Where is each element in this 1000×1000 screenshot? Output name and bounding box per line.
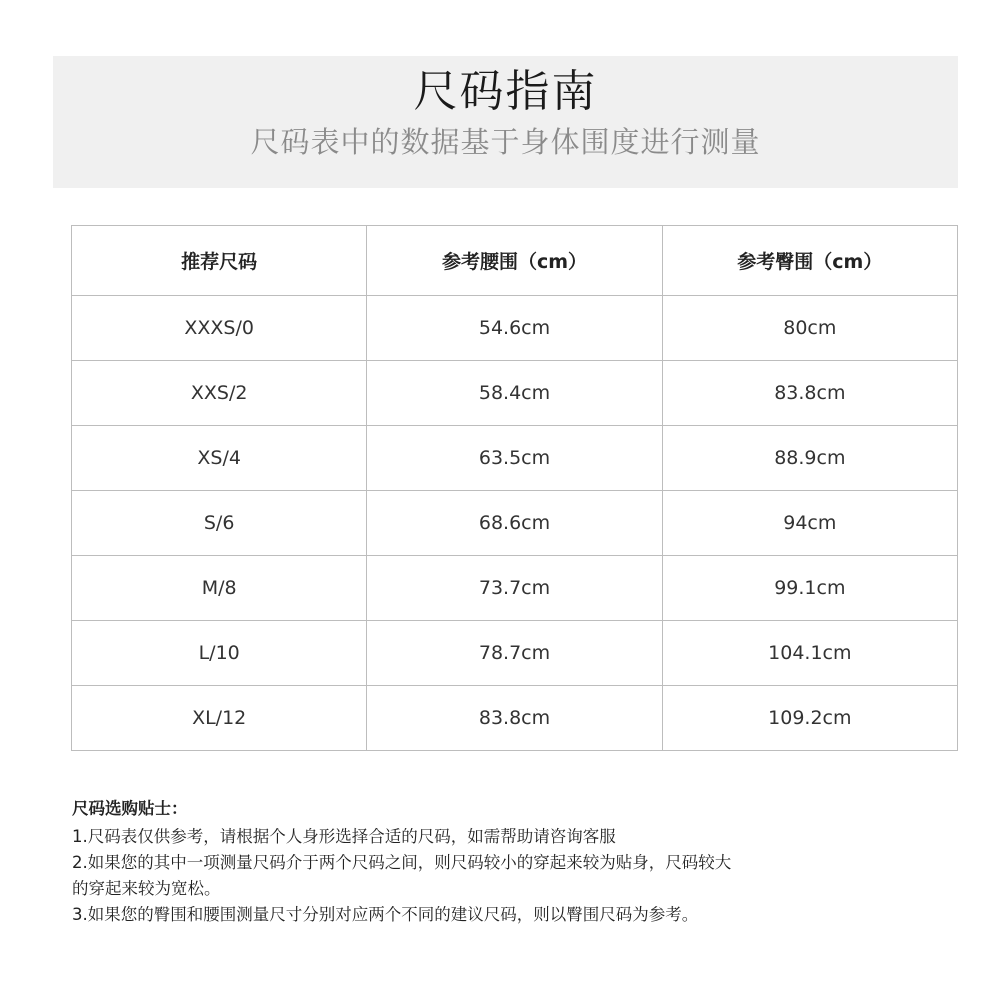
column-header-size: 推荐尺码 (72, 226, 367, 296)
size-table (71, 225, 958, 751)
page-subtitle: 尺码表中的数据基于身体围度进行测量 (250, 125, 761, 159)
tips-title: 尺码选购贴士： (72, 799, 188, 818)
size-cell: XL/12 (72, 686, 367, 751)
size-cell: XS/4 (72, 426, 367, 491)
tip-line: 1.尺码表仅供参考，请根据个人身形选择合适的尺码，如需帮助请咨询客服 (72, 827, 616, 846)
size-cell: L/10 (72, 621, 367, 686)
waist-cell: 83.8cm (367, 686, 662, 751)
hip-cell: 88.9cm (662, 426, 957, 491)
waist-cell: 78.7cm (367, 621, 662, 686)
table-row (72, 296, 958, 361)
size-guide-header (53, 56, 958, 188)
hip-cell: 99.1cm (662, 556, 957, 621)
hip-cell: 104.1cm (662, 621, 957, 686)
size-cell: XXS/2 (72, 361, 367, 426)
size-cell: XXXS/0 (72, 296, 367, 361)
column-header-waist: 参考腰围（cm） (367, 226, 662, 296)
waist-cell: 63.5cm (367, 426, 662, 491)
waist-cell: 68.6cm (367, 491, 662, 556)
hip-cell: 109.2cm (662, 686, 957, 751)
tip-line: 2.如果您的其中一项测量尺码介于两个尺码之间，则尺码较小的穿起来较为贴身，尺码较大 (72, 853, 732, 872)
waist-cell: 73.7cm (367, 556, 662, 621)
page-title: 尺码指南 (413, 66, 598, 117)
column-header-hip: 参考臀围（cm） (662, 226, 957, 296)
hip-cell: 80cm (662, 296, 957, 361)
waist-cell: 54.6cm (367, 296, 662, 361)
size-cell: M/8 (72, 556, 367, 621)
size-cell: S/6 (72, 491, 367, 556)
size-tips (72, 796, 872, 928)
table-header-row (72, 226, 958, 296)
table-row (72, 556, 958, 621)
waist-cell: 58.4cm (367, 361, 662, 426)
tip-line: 3.如果您的臀围和腰围测量尺寸分别对应两个不同的建议尺码，则以臀围尺码为参考。 (72, 905, 699, 924)
table-row (72, 621, 958, 686)
table-row (72, 361, 958, 426)
hip-cell: 83.8cm (662, 361, 957, 426)
tip-line: 的穿起来较为宽松。 (72, 879, 221, 898)
hip-cell: 94cm (662, 491, 957, 556)
table-row (72, 426, 958, 491)
table-row (72, 491, 958, 556)
table-row (72, 686, 958, 751)
